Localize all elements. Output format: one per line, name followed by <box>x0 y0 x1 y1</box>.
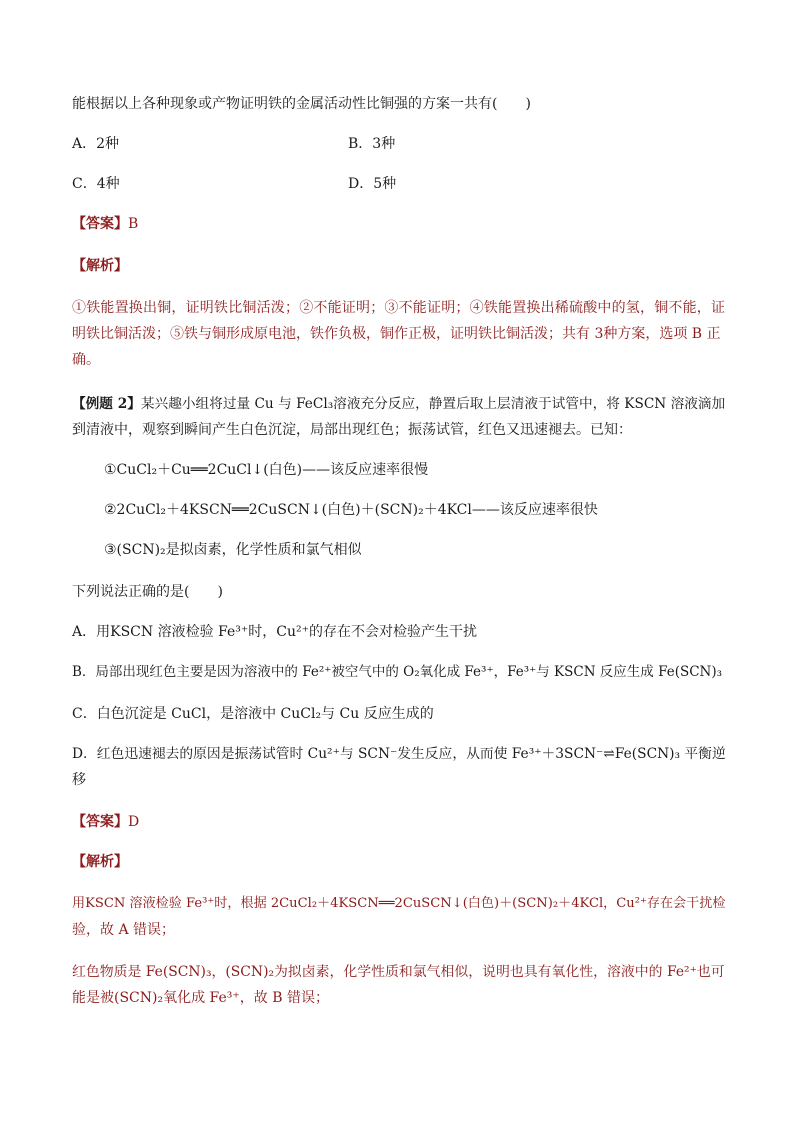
analysis-line: 用KSCN 溶液检验 Fe³⁺时，根据 2CuCl₂＋4KSCN══2CuSCN↓(白色)＋(SCN)₂＋4KCl，Cu²⁺存在会干扰检 <box>72 896 726 911</box>
example-heading-line <box>72 394 725 414</box>
option-c: C．4种 <box>72 176 120 192</box>
analysis-line: 确。 <box>72 352 100 368</box>
example-text: 某兴趣小组将过量 Cu 与 FeCl₃溶液充分反应，静置后取上层清液于试管中，将 KSCN 溶液滴加 <box>140 396 726 412</box>
answer-value: D <box>128 814 140 830</box>
analysis-line: 验，故 A 错误； <box>72 922 176 938</box>
analysis-line: 能是被(SCN)₂氧化成 Fe³⁺，故 B 错误； <box>72 990 329 1006</box>
analysis-line: 明铁比铜活泼；⑤铁与铜形成原电池，铁作负极，铜作正极，证明铁比铜活泼；共有 3种方案，选项 B 正 <box>72 326 721 342</box>
option-a: A．2种 <box>72 136 120 152</box>
analysis-line: ①铁能置换出铜，证明铁比铜活泼；②不能证明；③不能证明；④铁能置换出稀硫酸中的氢，铜不能，证 <box>72 300 726 316</box>
question-stem: 能根据以上各种现象或产物证明铁的金属活动性比铜强的方案一共有( ) <box>72 96 531 112</box>
known-fact-2: ②2CuCl₂＋4KSCN══2CuSCN↓(白色)＋(SCN)₂＋4KCl——该反应速率很快 <box>104 502 598 518</box>
answer-value: B <box>128 216 139 232</box>
option-a: A．用KSCN 溶液检验 Fe³⁺时，Cu²⁺的存在不会对检验产生干扰 <box>72 624 477 640</box>
option-b: B．局部出现红色主要是因为溶液中的 Fe²⁺被空气中的 O₂氧化成 Fe³⁺，Fe³⁺与 KSCN 反应生成 Fe(SCN)₃ <box>72 664 723 680</box>
analysis-tag: 【解析】 <box>72 258 128 274</box>
answer-tag: 【答案】 <box>72 814 128 830</box>
example-tag: 【例题 2】 <box>72 396 141 412</box>
option-d: D．5种 <box>348 176 397 192</box>
question-prompt: 下列说法正确的是( ) <box>72 584 223 600</box>
option-c: C．白色沉淀是 CuCl，是溶液中 CuCl₂与 Cu 反应生成的 <box>72 706 434 722</box>
option-b: B．3种 <box>348 136 396 152</box>
answer-line <box>72 214 138 234</box>
analysis-tag: 【解析】 <box>72 854 128 870</box>
analysis-line: 红色物质是 Fe(SCN)₃，(SCN)₂为拟卤素，化学性质和氯气相似，说明也具有氧化性，溶液中的 Fe²⁺也可 <box>72 964 725 980</box>
answer-line <box>72 812 139 832</box>
answer-tag: 【答案】 <box>72 216 128 232</box>
known-fact-3: ③(SCN)₂是拟卤素，化学性质和氯气相似 <box>104 542 362 558</box>
option-d-continued: 移 <box>72 772 86 788</box>
option-d: D．红色迅速褪去的原因是振荡试管时 Cu²⁺与 SCN⁻发生反应，从而使 Fe³⁺＋3SCN⁻⇌Fe(SCN)₃ 平衡逆 <box>72 746 726 762</box>
example-text: 到清液中，观察到瞬间产生白色沉淀，局部出现红色；振荡试管，红色又迅速褪去。已知： <box>72 422 632 438</box>
known-fact-1: ①CuCl₂＋Cu══2CuCl↓(白色)——该反应速率很慢 <box>104 462 429 478</box>
